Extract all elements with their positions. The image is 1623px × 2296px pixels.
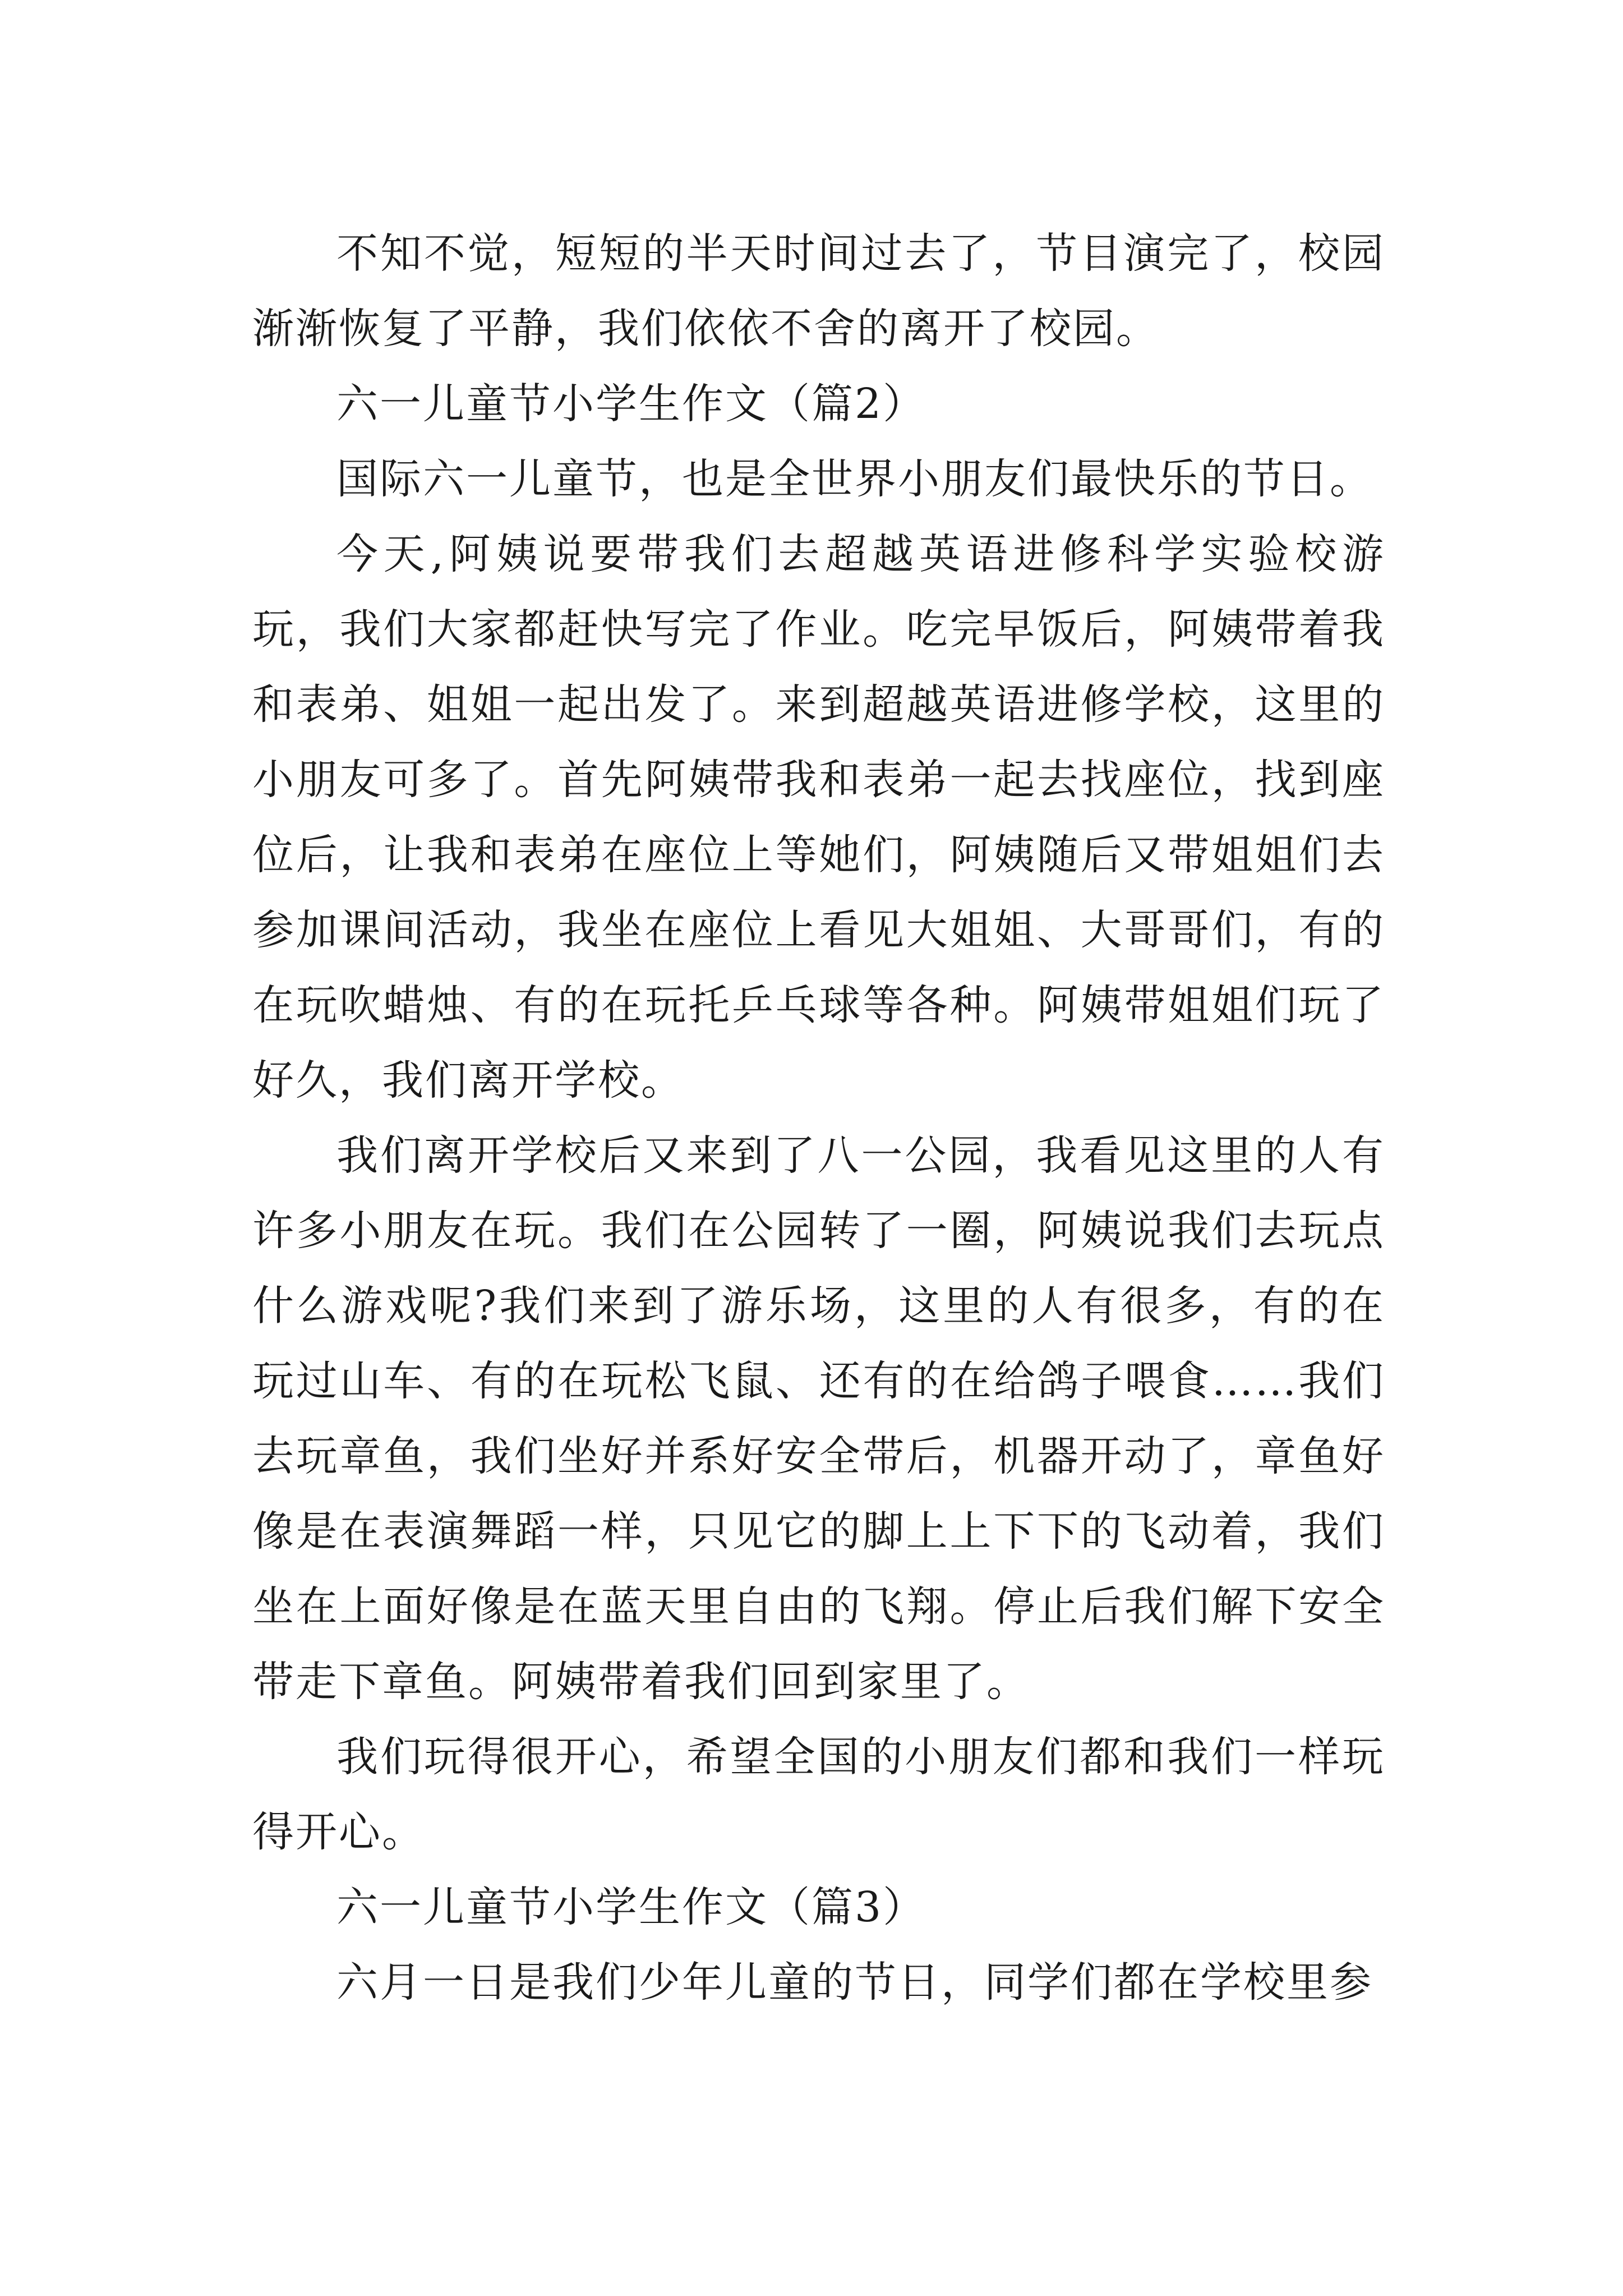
paragraph-essay3-start: 六月一日是我们少年儿童的节日，同学们都在学校里参 (336, 1958, 1373, 2007)
essay-heading-3: 六一儿童节小学生作文（篇3） (336, 1883, 926, 1931)
paragraph-school-visit: 今天,阿姨说要带我们去超越英语进修科学实验校游玩，我们大家都赶快写完了作业。吃完早饭后，阿姨带着我和表弟、姐姐一起出发了。来到超越英语进修学校，这里的小朋友可多了。首先阿姨带我和表弟一起去找座位，找到座位后，让我和表弟在座位上等她们，阿姨随后又带姐姐们去参加课间活动，我坐在座位上看见大姐姐、大哥哥们，有的在玩吹蜡烛、有的在玩托乒乓球等各种。阿姨带姐姐们玩了好久，我们离开学校。 (252, 530, 1385, 1105)
paragraph-park-visit: 我们离开学校后又来到了八一公园，我看见这里的人有许多小朋友在玩。我们在公园转了一圈，阿姨说我们去玩点什么游戏呢?我们来到了游乐场，这里的人有很多，有的在玩过山车、有的在玩松飞鼠、还有的在给鸽子喂食……我们去玩章鱼，我们坐好并系好安全带后，机器开动了，章鱼好像是在表演舞蹈一样，只见它的脚上上下下的飞动着，我们坐在上面好像是在蓝天里自由的飞翔。停止后我们解下安全带走下章鱼。阿姨带着我们回到家里了。 (252, 1131, 1385, 1706)
paragraph-intro: 国际六一儿童节，也是全世界小朋友们最快乐的节日。 (336, 455, 1373, 503)
document-body (252, 216, 1385, 2020)
paragraph-ending-part1: 不知不觉，短短的半天时间过去了，节目演完了，校园渐渐恢复了平静，我们依依不舍的离开了校园。 (252, 229, 1385, 353)
essay-heading-2: 六一儿童节小学生作文（篇2） (336, 380, 926, 428)
paragraph-conclusion: 我们玩得很开心，希望全国的小朋友们都和我们一样玩得开心。 (252, 1733, 1385, 1856)
